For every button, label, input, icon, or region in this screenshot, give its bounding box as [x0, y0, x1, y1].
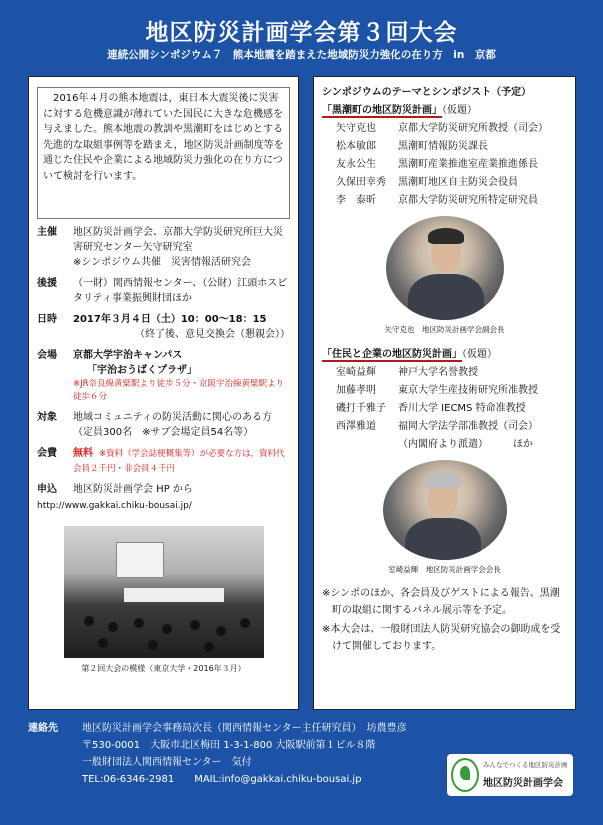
panelist-affiliation: 京都大学防災研究所特定研究員 [398, 195, 538, 206]
panelist-name: 久保田幸秀 [336, 177, 386, 188]
apply-url-link[interactable]: http://www.gakkai.chiku-bousai.jp/ [37, 501, 192, 511]
apply-label: 申込 [37, 484, 57, 495]
portrait2-caption: 室崎益輝 地区防災計画学会会長 [388, 565, 501, 574]
support-label: 後援 [37, 278, 57, 289]
support-value: （一財）関西情報センター、（公財）江頭ホスピタリティ事業振興財団ほか [73, 278, 288, 304]
session2-title: 「住民と企業の地区防災計画」 [322, 349, 462, 360]
session1-title: 「黒潮町の地区防災計画」 [322, 105, 442, 116]
page-subtitle: 連続公開シンポジウム７ 熊本地震を踏まえた地域防災力強化の在り方 in 京都 [107, 49, 496, 61]
portrait-murosaki [383, 460, 507, 560]
date-row [37, 312, 290, 327]
panelist-name: 西澤雅道 [336, 421, 376, 432]
support-row [37, 276, 290, 306]
session1-note: （仮題） [442, 105, 477, 116]
intro-text: 2016年４月の熊本地震は，東日本大震災後に災害に対する危機意識が薄れていた国民に大きな危機感を与えました。熊本地震の教訓や黒潮町をはじめとする先進的な取組事例等を踏まえ，地区防災計画制度等を通じた住民や企業による地域防災力強化の在り方について検討を行います。 [37, 87, 290, 219]
date-value: 2017年３月４日（土）10：00～18：15 [73, 314, 267, 325]
portrait1-caption: 矢守克也 地区防災計画学会副会長 [384, 325, 505, 334]
panelist-affiliation: 京都大学防災研究所教授（司会） [398, 123, 548, 134]
event-info-panel [28, 76, 299, 710]
contact-line1: 地区防災計画学会事務局次長（関西情報センター主任研究員） 坊農豊彦 [82, 723, 407, 734]
panelist-name: 磯打千雅子 [336, 403, 386, 414]
target-label: 対象 [37, 412, 57, 423]
symposium-heading: シンポジウムのテーマとシンポジスト（予定） [322, 87, 532, 98]
panelist-affiliation: 黒潮町情報防災課長 [398, 141, 488, 152]
panelist-row [336, 400, 567, 418]
photo-caption: 第２回大会の模様（東京大学・2016年３月） [81, 664, 246, 673]
panelist-name: 室崎益輝 [336, 367, 376, 378]
panelist-row [336, 192, 567, 210]
session2-heading [322, 347, 567, 362]
contact-line3: 一般財団法人関西情報センター 気付 [82, 757, 252, 768]
panelist-row [336, 418, 567, 436]
panelist-name: 李 泰昕 [336, 195, 376, 206]
panelist-row [336, 174, 567, 192]
session2-note: （仮題） [462, 349, 497, 360]
contact-line2: 〒530-0001 大阪市北区梅田 1-3-1-800 大阪駅前第１ビル８階 [82, 740, 376, 751]
fee-note: ※資料（学会誌梗概集等）が必要な方は，資料代会員２千円・非会員４千円 [73, 449, 285, 474]
panelist-row [336, 382, 567, 400]
panelist-row [336, 138, 567, 156]
panelist-affiliation: 神戸大学名誉教授 [398, 367, 478, 378]
venue-hall: 「宇治おうばくプラザ」 [87, 365, 197, 376]
venue-label: 会場 [37, 350, 57, 361]
organizer-row [37, 225, 290, 255]
target-row [37, 410, 290, 440]
date-label: 日時 [37, 314, 57, 325]
panelist-row [336, 120, 567, 138]
panelist-affiliation: 黒潮町産業推進室産業推進係長 [398, 159, 538, 170]
access-note: ※JR奈良線黄檗駅より徒歩５分・京阪宇治線黄檗駅より徒歩６分 [73, 379, 285, 402]
panelist-row [336, 156, 567, 174]
note-grant: ※本大会は、一般財団法人防災研究協会の御助成を受けて開催しております。 [322, 624, 561, 652]
contact-label: 連絡先 [28, 723, 58, 734]
cosponsor-note: ※シンポジウム共催 災害情報活研究会 [73, 257, 252, 268]
panelist-name: 友永公生 [336, 159, 376, 170]
session1-heading [322, 103, 567, 118]
apply-row [37, 482, 290, 497]
panelist-name [336, 436, 398, 454]
apply-value: 地区防災計画学会 HP から [73, 484, 193, 495]
portrait-yamori [386, 216, 504, 320]
session2-list [336, 364, 567, 454]
page-title: 地区防災計画学会第３回大会 [145, 20, 458, 46]
conference-photo [64, 526, 264, 658]
panelist-name: 加藤孝明 [336, 385, 376, 396]
venue-row [37, 348, 290, 363]
fee-label: 会費 [37, 448, 57, 459]
target-value: 地域コミュニティの防災活動に関心のある方（定員300名 ※サブ会場定員54名等） [73, 412, 272, 438]
session1-list [336, 120, 567, 210]
panelist-affiliation: 東京大学生産技術研究所准教授 [398, 385, 538, 396]
note-panel-exhibit: ※シンポのほか、各会員及びゲストによる報告、黒潮町の取組に関するパネル展示等を予定。 [322, 588, 560, 616]
panelist-name: 矢守克也 [336, 123, 376, 134]
symposium-panel [313, 76, 576, 710]
society-logo [447, 754, 573, 796]
logo-tagline: みんなでつくる地区防災計画 [483, 761, 568, 769]
fee-row [37, 446, 290, 476]
date-note: （終了後、意見交換会（懇親会）） [135, 329, 290, 340]
contact-footer [28, 720, 407, 788]
logo-name: 地区防災計画学会 [483, 778, 563, 789]
panelist-name: 松本敏郎 [336, 141, 376, 152]
contact-line4: TEL:06-6346-2981 MAIL:info@gakkai.chiku-bousai.jp [82, 774, 362, 785]
panelist-affiliation: 黒潮町地区自主防災会役員 [398, 177, 518, 188]
venue-value: 京都大学宇治キャンパス [73, 350, 183, 361]
panelist-row [336, 364, 567, 382]
organizer-value: 地区防災計画学会、京都大学防災研究所巨大災害研究センター矢守研究室 [73, 227, 283, 253]
panelist-affiliation: 香川大学 IECMS 特命准教授 [398, 403, 526, 414]
leaf-emblem-icon [451, 758, 479, 792]
panelist-affiliation: （内閣府より派遣） ほか [398, 439, 533, 450]
fee-value: 無料 [73, 448, 93, 459]
panelist-row [336, 436, 567, 454]
organizer-label: 主催 [37, 227, 57, 238]
panelist-affiliation: 福岡大学法学部准教授（司会） [398, 421, 538, 432]
